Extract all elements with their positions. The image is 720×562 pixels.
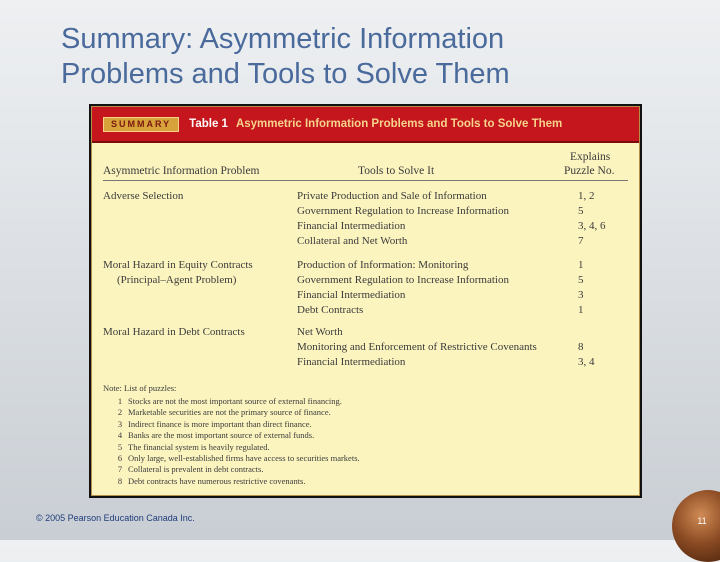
table-number: Table 1 [189, 118, 228, 130]
puzzle-cell: 8 [578, 341, 584, 353]
table-header-bar [92, 107, 639, 143]
puzzle-note-text: Collateral is prevalent in debt contracts. [128, 464, 264, 475]
column-header-puzzle-line-1: Explains [570, 151, 611, 163]
puzzle-note-text: Marketable securities are not the primary source of finance. [128, 407, 331, 418]
tool-cell: Government Regulation to Increase Information [297, 274, 509, 286]
puzzle-note-text: Banks are the most important source of external funds. [128, 430, 315, 441]
column-header-problem: Asymmetric Information Problem [103, 165, 260, 177]
slide-title-line-1: Summary: Asymmetric Information [61, 23, 505, 55]
slide-title [61, 22, 661, 92]
tool-cell: Production of Information: Monitoring [297, 259, 469, 271]
puzzle-cell: 1 [578, 259, 584, 271]
tool-cell: Financial Intermediation [297, 356, 406, 368]
puzzle-cell: 3 [578, 289, 584, 301]
puzzle-note-text: Indirect finance is more important than direct finance. [128, 418, 312, 429]
puzzle-note-number: 6 [117, 453, 123, 463]
puzzle-note-text: The financial system is heavily regulated. [128, 441, 270, 452]
puzzle-note [114, 396, 342, 407]
tool-cell: Monitoring and Enforcement of Restrictive Covenants [297, 341, 537, 353]
tool-cell: Debt Contracts [297, 304, 364, 316]
puzzle-note-text: Only large, well-established firms have access to securities markets. [128, 453, 360, 463]
notes-title: Note: List of puzzles: [103, 383, 177, 393]
problem-cell: Moral Hazard in Debt Contracts [103, 326, 245, 338]
page-number-badge [672, 490, 720, 562]
puzzle-note-number: 5 [117, 441, 123, 452]
tool-cell: Financial Intermediation [297, 220, 406, 232]
puzzle-cell: 3, 4, 6 [578, 220, 606, 232]
puzzle-cell: 7 [578, 235, 584, 247]
column-header-puzzle-line-2: Puzzle No. [564, 165, 615, 177]
puzzle-note [114, 442, 270, 453]
puzzle-note [114, 464, 263, 475]
problem-cell: Moral Hazard in Equity Contracts [103, 259, 253, 271]
puzzle-cell: 3, 4 [578, 356, 595, 368]
puzzle-cell: 5 [578, 205, 584, 217]
table-caption: Asymmetric Information Problems and Tools to Solve Them [235, 118, 563, 130]
problem-cell: (Principal–Agent Problem) [117, 274, 237, 286]
puzzle-cell: 1 [578, 304, 584, 316]
summary-table-body [91, 106, 640, 496]
tool-cell: Net Worth [297, 326, 343, 338]
tool-cell: Government Regulation to Increase Information [297, 205, 509, 217]
problem-cell: Adverse Selection [103, 190, 184, 202]
puzzle-note [114, 453, 360, 464]
page-number: 11 [697, 516, 707, 526]
puzzle-cell: 5 [578, 274, 584, 286]
tool-cell: Private Production and Sale of Information [297, 190, 487, 202]
summary-table [89, 104, 642, 498]
copyright-footer: © 2005 Pearson Education Canada Inc. [36, 513, 195, 523]
puzzle-note-number: 3 [117, 418, 123, 429]
puzzle-note-text: Debt contracts have numerous restrictive covenants. [128, 475, 306, 486]
puzzle-note-number: 7 [117, 464, 123, 475]
summary-tag: SUMMARY [103, 117, 179, 132]
slide-title-line-2: Problems and Tools to Solve Them [61, 58, 510, 90]
puzzle-note-number: 2 [117, 407, 123, 418]
puzzle-note-number: 1 [117, 396, 123, 406]
puzzle-note-number: 4 [117, 430, 123, 441]
column-header-tools: Tools to Solve It [358, 165, 435, 177]
puzzle-note [114, 419, 312, 430]
tool-cell: Financial Intermediation [297, 289, 406, 301]
tool-cell: Collateral and Net Worth [297, 235, 408, 247]
puzzle-note [114, 407, 331, 418]
puzzle-note-number: 8 [117, 475, 123, 486]
puzzle-note [114, 430, 314, 441]
header-divider [103, 180, 628, 181]
puzzle-cell: 1, 2 [578, 190, 595, 202]
puzzle-note [114, 476, 306, 487]
puzzle-note-text: Stocks are not the most important source of external financing. [128, 396, 342, 406]
